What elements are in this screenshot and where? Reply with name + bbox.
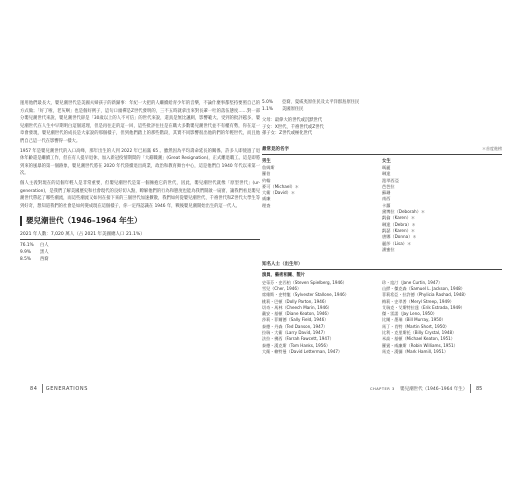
grandchildren-line: 孫子女：Z世代或極化世代 — [262, 131, 313, 137]
stat-value: 9.9% — [20, 249, 31, 255]
famous-person: 馬丁・肖特（Martin Short, 1950） — [382, 323, 450, 329]
female-name: 琳達（Debra）＊ — [382, 221, 416, 227]
stat-value: 1.1% — [262, 106, 273, 112]
famous-table — [262, 280, 502, 356]
section-title: 嬰兒潮世代（1946–1964 年生） — [26, 216, 142, 226]
famous-person: 拉瑞・大衛（Larry David, 1947） — [262, 330, 328, 335]
section-heading — [20, 215, 260, 226]
male-names-list — [262, 165, 382, 209]
left-folio — [30, 386, 88, 392]
famous-person: 米高・基頓（Michael Keaton, 1951） — [382, 336, 455, 342]
female-name: 蘇珊 — [382, 190, 391, 196]
names-note: ＊首度進榜 — [482, 145, 502, 151]
famous-person: 馬克・漢彌（Mark Hamill, 1951） — [382, 348, 449, 354]
famous-person: 傑・雷諾（Jay Leno, 1950） — [382, 311, 437, 317]
famous-person: 泰德・丹森（Ted Danson, 1947） — [262, 323, 328, 329]
female-name: 芭芭拉 — [382, 183, 395, 189]
famous-person: 艾瑞克・艾斯特拉達（Erik Estrada, 1949） — [382, 304, 465, 310]
children-line: 子女：X世代、千禧世代或Z世代 — [262, 124, 324, 130]
male-name: 羅伯 — [262, 171, 271, 177]
stat-row — [262, 107, 502, 114]
folio-divider — [470, 384, 471, 393]
stat-label: 黑人 — [40, 249, 49, 255]
famous-person: 戴安・基頓（Diane Keaton, 1946） — [262, 311, 332, 317]
population-summary: 2021 年人數：7,020 萬人（占 2021 年美國總人口 21.1%） — [20, 231, 260, 240]
body-paragraph-3: 個人主義對現在的這個年輕人是非常重要，但嬰兒潮世代是第一個擁抱它的世代，因此，嬰兒潮世代就像「原型世代」(ur-generation)，是我們了解美國歷史和社會現代的良好切入點，瞭解他們的行為和態度也能為我們開啟一扇窗，讓我們看見嬰兒潮世代帶起了哪些潮流，而這些潮流又如何在接下來的三個世代加速擴散，我們如何從嬰兒潮世代、千禧世代和Z世代大學生等到好奇，想知道我們的社會是如何變成現在這個樣子，你一定得認識在 1946 年，戰後嬰兒潮開始出生的這一代人。 — [20, 180, 260, 209]
female-name: 黛博拉（Deborah）＊ — [382, 209, 426, 215]
famous-person: 席維斯・史特龍（Sylvester Stallone, 1946） — [262, 292, 349, 298]
right-page — [262, 100, 502, 400]
male-names-column — [262, 158, 382, 253]
female-names-column — [382, 158, 502, 253]
male-name: 麥可（Michael）＊ — [262, 183, 299, 189]
famous-person: 山繆・傑克森（Samuel L. Jackson, 1948） — [382, 285, 465, 291]
male-name: 威廉 — [262, 196, 271, 202]
famous-left-column — [262, 280, 382, 356]
stat-label: 西裔 — [40, 256, 49, 262]
heading-bar — [20, 216, 22, 226]
famous-person: 大衛・賴特曼（David Letterman, 1947） — [262, 348, 343, 354]
famous-right-column — [382, 280, 502, 356]
right-folio — [370, 386, 467, 392]
female-name: 瑪麗 — [382, 164, 391, 170]
body-paragraph-2: 1957 年是嬰兒潮世代的入口高峰，那年出生的人到 2022 年已屆滿 65 。雖然因為平均壽命延長的關係，許多人即使過了退休年齡還是繼續工作，但在有人提早退休，加入新冠疫情期間的「大辭職潮」(Great Resignation)，正式離退職工。這是即將到來的風暴的第一個跡象，嬰兒潮世代將在 2020 年代陸續退出商業，政治和教育舞台中心，這是他們自 1940 年代以來第一次。 — [20, 148, 260, 177]
female-name: 潘蜜拉 — [382, 246, 395, 252]
female-name: 凱倫（Karen）＊ — [382, 215, 416, 221]
stat-row — [20, 257, 260, 264]
page-number: 85 — [476, 386, 483, 392]
famous-person: 雪兒（Cher, 1946） — [262, 285, 302, 291]
stat-label: 美國原住民 — [282, 106, 304, 112]
female-names-list — [382, 165, 502, 253]
famous-person: 梅莉・史翠普（Meryl Streep, 1949） — [382, 298, 454, 304]
page-number: 84 — [30, 386, 38, 392]
female-header: 女生 — [382, 158, 391, 164]
family-lines — [262, 118, 502, 138]
names-table — [262, 158, 502, 253]
famous-person: 史蒂芬・史匹柏（Steven Spielberg, 1946） — [262, 279, 347, 285]
body-paragraph-1: 運用他們最長大，嬰兒潮世代是美國夫婦孩子的新歸事：年紀一大把的人繼續給青少年的音樂，不論什麼事都堅持要照自己的方式做；「好了啦，老灰啊」也是個好例子，這句口頭禪是Z世代發明的，三不五時就拿出來對長輩一吐的落伍態度……對一部分嬰兒潮世代來說，嬰兒潮世代卻是「30歲以上的人不可信」的世代來說，還真是無比諷刺，影響範大。受到的批評越多，嬰兒潮世代在人生中早期明白這個道理，但是再往走的這一回，這些批評往往是在職大多數嬰兒潮世代並不有權有勢，你在這一章會發現，嬰兒潮世代的成長是大家說的那個樣子，但到他們踏上的那些階段，其實不同影響很出他的們的年輕世代，而且他們自己這一代在影響得一樣大。 — [20, 101, 260, 144]
chapter-title: 嬰兒潮世代（1946–1964 年生） — [400, 387, 468, 392]
female-name: 南西 — [382, 196, 391, 202]
names-title: 最常見的名字 — [262, 146, 289, 152]
famous-person: 泰德・漢克斯（Tom Hanks, 1956） — [262, 342, 331, 348]
famous-category: 演員、藝術相關、製片 — [262, 273, 305, 279]
famous-person: 桃莉・巴頓（Dolly Parton, 1946） — [262, 298, 329, 304]
left-page — [20, 100, 260, 400]
stats-list — [20, 243, 260, 263]
stat-value: 5.0% — [262, 100, 273, 105]
female-name: 凱瑟（Karen）＊ — [382, 227, 416, 233]
stat-label: 亞裔、夏威夷原住民及太平洋群島原住民 — [282, 100, 360, 105]
famous-person: 法拉・佛西（Farrah Fawcett, 1947） — [262, 336, 334, 342]
stat-value: 8.5% — [20, 256, 31, 262]
famous-person: 羅賓・威廉斯（Robin Williams, 1951） — [382, 342, 458, 348]
famous-person: 比利・克里斯托（Billy Crystal, 1948） — [382, 330, 457, 335]
stat-value: 76.1% — [20, 243, 34, 249]
female-name: 卡蘿 — [382, 202, 391, 208]
male-header: 男生 — [262, 158, 271, 164]
male-name: 大衛（David）＊ — [262, 190, 296, 196]
stat-label: 白人 — [40, 243, 49, 249]
female-name: 唐娜（Donna）＊ — [382, 234, 417, 240]
female-name: 麗莎（Lisa）＊ — [382, 240, 412, 246]
female-name: 琳達 — [382, 171, 391, 177]
chapter-label: CHAPTER 3 — [370, 387, 395, 391]
famous-person: 菲莉希亞・拉許德（Phylicia Rashad, 1948） — [382, 292, 469, 298]
names-table-title — [262, 146, 502, 155]
stat-row — [20, 243, 260, 250]
folio-divider — [42, 384, 43, 393]
famous-title: 知名人士（出生年） — [262, 261, 502, 270]
running-head: GENERATIONS — [45, 386, 88, 392]
stat-row — [20, 250, 260, 257]
famous-person: 珍・寇汀（Jane Curtin, 1947） — [382, 279, 443, 285]
male-name: 理查 — [262, 202, 271, 208]
female-name: 派翠西亞 — [382, 177, 399, 183]
famous-person: 莎莉・菲爾德（Sally Field, 1946） — [262, 317, 329, 323]
stat-row — [262, 100, 502, 107]
male-name: 詹姆斯 — [262, 164, 275, 170]
famous-person: 比爾・墨瑞（Bill Murray, 1950） — [382, 317, 446, 323]
parents-line: 父母：最偉大的世代或沉默世代 — [262, 118, 323, 124]
famous-person: 切奇・馬林（Cheech Marin, 1946） — [262, 304, 332, 310]
male-name: 約翰 — [262, 177, 271, 183]
